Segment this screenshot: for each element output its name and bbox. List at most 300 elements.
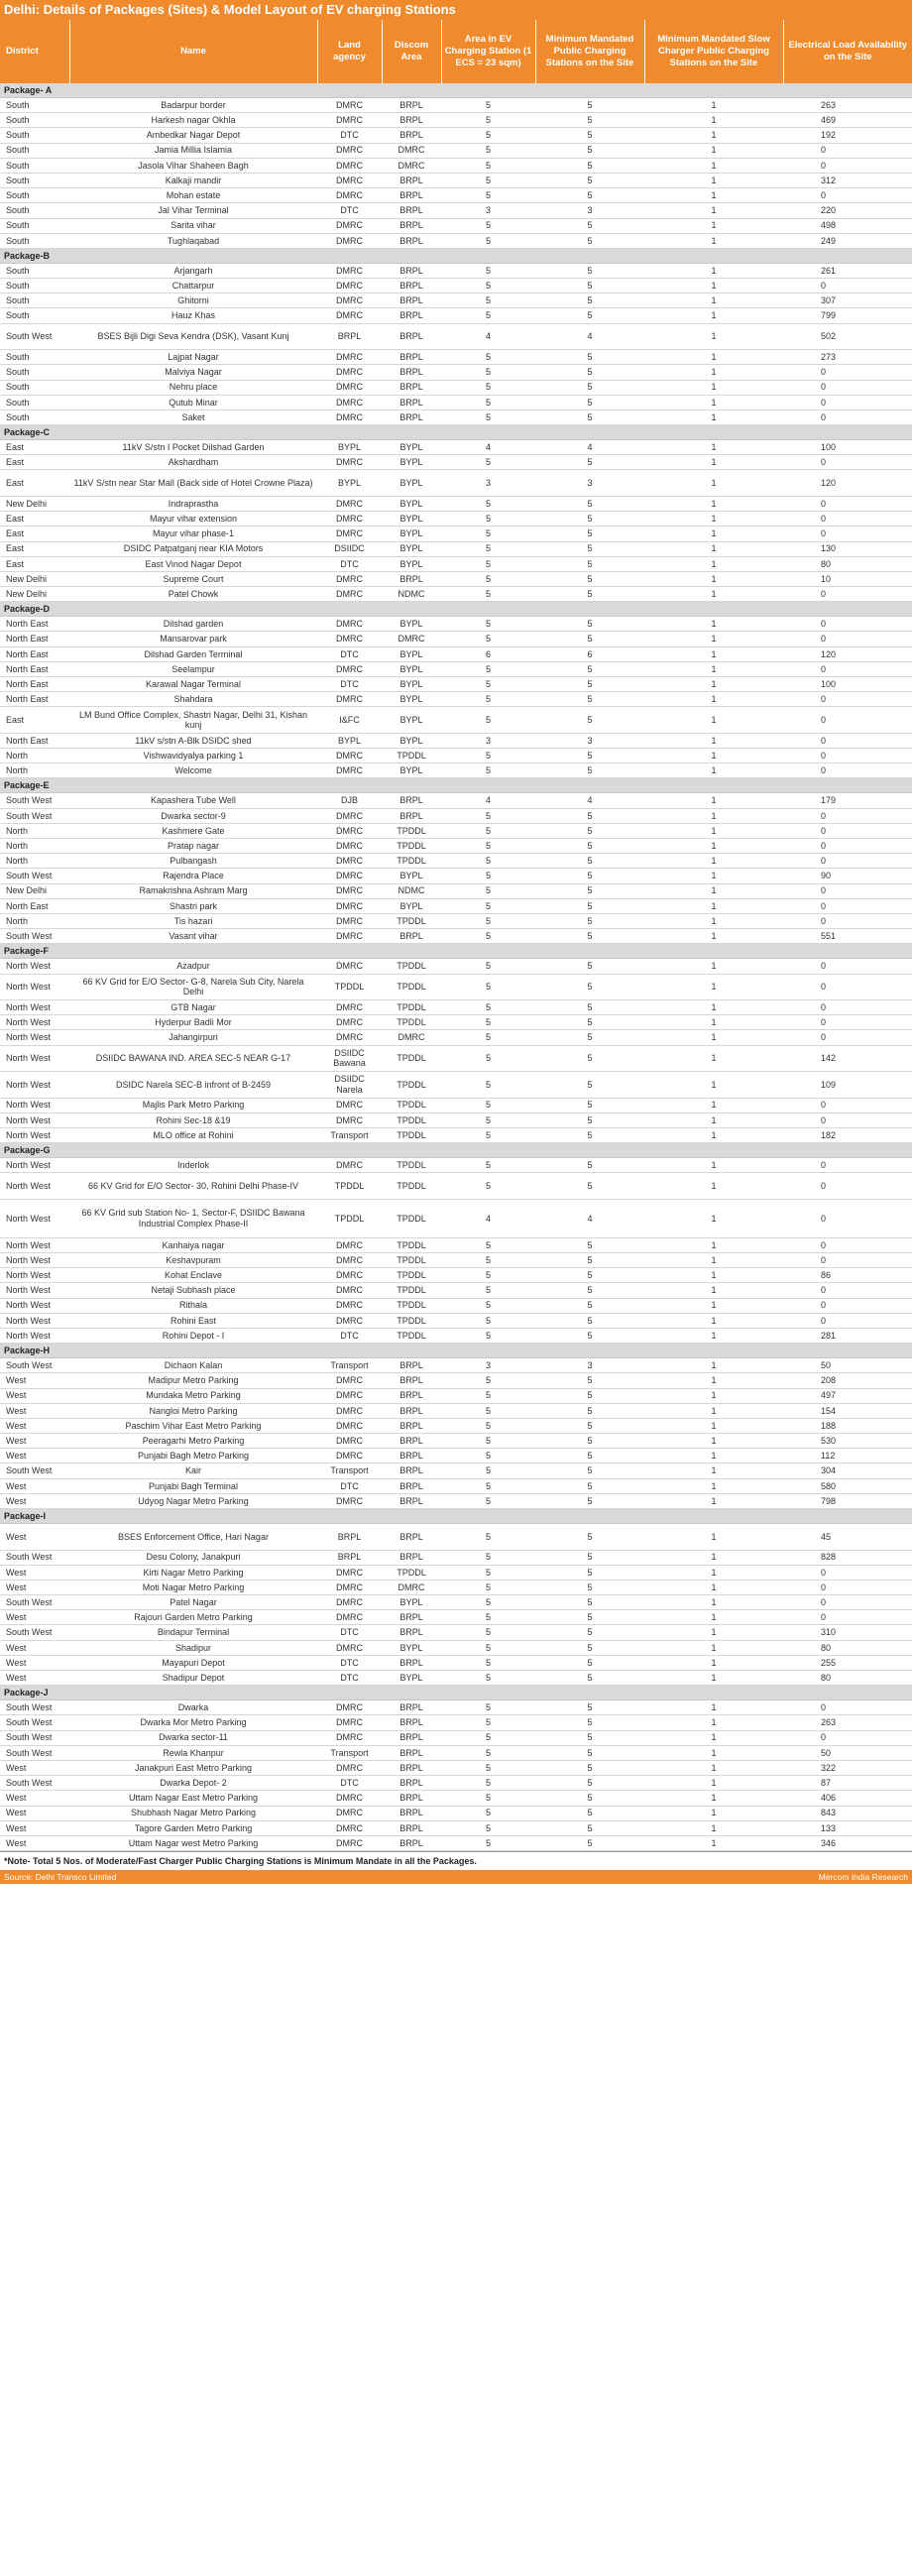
cell-min-public: 5 xyxy=(535,1418,644,1433)
cell-area: 3 xyxy=(441,203,535,218)
cell-discom-area: BYPL xyxy=(382,869,441,883)
cell-load: 469 xyxy=(783,113,912,128)
cell-land-agency: DMRC xyxy=(317,839,382,854)
cell-discom-area: TPDDL xyxy=(382,749,441,763)
cell-min-slow: 1 xyxy=(644,1610,783,1625)
cell-name: Kohat Enclave xyxy=(69,1268,317,1283)
cell-name: LM Bund Office Complex, Shastri Nagar, Delhi 31, Kishan kunj xyxy=(69,707,317,734)
cell-min-public: 5 xyxy=(535,1158,644,1173)
cell-district: North West xyxy=(0,959,69,974)
cell-name: Mansarovar park xyxy=(69,632,317,646)
cell-area: 5 xyxy=(441,839,535,854)
cell-land-agency: DMRC xyxy=(317,308,382,323)
cell-district: South xyxy=(0,308,69,323)
cell-land-agency: DTC xyxy=(317,1671,382,1686)
cell-name: DSIDC Narela SEC-B infront of B-2459 xyxy=(69,1072,317,1099)
cell-min-public: 5 xyxy=(535,1173,644,1200)
cell-land-agency: DMRC xyxy=(317,512,382,527)
cell-name: Nangloi Metro Parking xyxy=(69,1403,317,1418)
cell-min-public: 5 xyxy=(535,1760,644,1775)
table-row xyxy=(0,158,912,173)
table-row xyxy=(0,1030,912,1045)
cell-area: 5 xyxy=(441,496,535,511)
cell-min-public: 5 xyxy=(535,173,644,187)
cell-land-agency: DMRC xyxy=(317,571,382,586)
cell-min-slow: 1 xyxy=(644,1072,783,1099)
cell-discom-area: TPDDL xyxy=(382,913,441,928)
cell-min-slow: 1 xyxy=(644,1580,783,1594)
cell-min-public: 5 xyxy=(535,512,644,527)
cell-load: 100 xyxy=(783,440,912,455)
cell-area: 5 xyxy=(441,512,535,527)
cell-min-slow: 1 xyxy=(644,1173,783,1200)
cell-land-agency: Transport xyxy=(317,1127,382,1142)
cell-min-slow: 1 xyxy=(644,203,783,218)
cell-min-public: 5 xyxy=(535,1449,644,1464)
cell-min-slow: 1 xyxy=(644,143,783,158)
table-row xyxy=(0,661,912,676)
cell-min-public: 5 xyxy=(535,188,644,203)
cell-district: West xyxy=(0,1373,69,1388)
cell-discom-area: BRPL xyxy=(382,1418,441,1433)
cell-min-slow: 1 xyxy=(644,1524,783,1551)
cell-name: Udyog Nagar Metro Parking xyxy=(69,1493,317,1508)
cell-min-slow: 1 xyxy=(644,1045,783,1072)
cell-district: South West xyxy=(0,1730,69,1745)
cell-min-slow: 1 xyxy=(644,677,783,692)
cell-load: 551 xyxy=(783,929,912,944)
cell-min-slow: 1 xyxy=(644,1015,783,1030)
table-row xyxy=(0,959,912,974)
cell-load: 112 xyxy=(783,1449,912,1464)
cell-land-agency: DMRC xyxy=(317,410,382,424)
cell-area: 6 xyxy=(441,646,535,661)
cell-load: 45 xyxy=(783,1524,912,1551)
cell-discom-area: BYPL xyxy=(382,541,441,556)
cell-load: 0 xyxy=(783,496,912,511)
cell-discom-area: BRPL xyxy=(382,1820,441,1835)
cell-name: Tagore Garden Metro Parking xyxy=(69,1820,317,1835)
cell-name: Arjangarh xyxy=(69,263,317,278)
cell-land-agency: DMRC xyxy=(317,1418,382,1433)
cell-discom-area: BYPL xyxy=(382,496,441,511)
cell-min-public: 5 xyxy=(535,541,644,556)
cell-load: 502 xyxy=(783,323,912,350)
cell-discom-area: BRPL xyxy=(382,1493,441,1508)
cell-discom-area: BRPL xyxy=(382,308,441,323)
cell-discom-area: BYPL xyxy=(382,692,441,707)
cell-name: Jamia Millia Islamia xyxy=(69,143,317,158)
cell-district: South West xyxy=(0,323,69,350)
cell-discom-area: BRPL xyxy=(382,1524,441,1551)
cell-district: East xyxy=(0,455,69,470)
table-row xyxy=(0,98,912,113)
cell-discom-area: TPDDL xyxy=(382,1098,441,1112)
cell-area: 5 xyxy=(441,763,535,778)
packages-table xyxy=(0,20,912,1851)
cell-land-agency: DMRC xyxy=(317,823,382,838)
cell-land-agency: DMRC xyxy=(317,1237,382,1252)
table-body xyxy=(0,83,912,1851)
cell-load: 0 xyxy=(783,661,912,676)
package-header-row xyxy=(0,1686,912,1700)
cell-district: North East xyxy=(0,898,69,913)
cell-discom-area: BRPL xyxy=(382,1700,441,1715)
cell-area: 5 xyxy=(441,898,535,913)
cell-land-agency: DMRC xyxy=(317,929,382,944)
cell-district: South West xyxy=(0,1358,69,1373)
cell-min-slow: 1 xyxy=(644,173,783,187)
cell-min-public: 5 xyxy=(535,455,644,470)
table-row xyxy=(0,1806,912,1820)
cell-area: 5 xyxy=(441,883,535,898)
cell-district: West xyxy=(0,1655,69,1670)
table-row xyxy=(0,707,912,734)
cell-land-agency: DMRC xyxy=(317,617,382,632)
cell-discom-area: BYPL xyxy=(382,646,441,661)
cell-land-agency: DMRC xyxy=(317,869,382,883)
cell-name: GTB Nagar xyxy=(69,1000,317,1015)
cell-land-agency: DMRC xyxy=(317,1791,382,1806)
cell-min-slow: 1 xyxy=(644,1493,783,1508)
cell-name: Dwarka sector-11 xyxy=(69,1730,317,1745)
cell-min-slow: 1 xyxy=(644,733,783,748)
cell-min-public: 5 xyxy=(535,1730,644,1745)
cell-min-public: 5 xyxy=(535,1112,644,1127)
cell-load: 0 xyxy=(783,913,912,928)
cell-discom-area: BRPL xyxy=(382,793,441,808)
cell-min-slow: 1 xyxy=(644,1595,783,1610)
cell-load: 0 xyxy=(783,974,912,1000)
cell-land-agency: DMRC xyxy=(317,1715,382,1730)
package-header-row xyxy=(0,425,912,440)
cell-min-public: 5 xyxy=(535,763,644,778)
cell-district: West xyxy=(0,1806,69,1820)
table-row xyxy=(0,365,912,380)
cell-land-agency: DJB xyxy=(317,793,382,808)
cell-min-slow: 1 xyxy=(644,1112,783,1127)
cell-district: North xyxy=(0,823,69,838)
cell-load: 50 xyxy=(783,1745,912,1760)
package-header-row xyxy=(0,1509,912,1524)
cell-min-slow: 1 xyxy=(644,1671,783,1686)
table-row xyxy=(0,293,912,308)
cell-load: 220 xyxy=(783,203,912,218)
cell-area: 5 xyxy=(441,1776,535,1791)
table-row xyxy=(0,1072,912,1099)
cell-load: 80 xyxy=(783,1640,912,1655)
cell-min-slow: 1 xyxy=(644,1478,783,1493)
table-row xyxy=(0,1524,912,1551)
table-row xyxy=(0,470,912,497)
cell-area: 5 xyxy=(441,173,535,187)
cell-name: Rohini Sec-18 &19 xyxy=(69,1112,317,1127)
table-row xyxy=(0,527,912,541)
package-label: Package-G xyxy=(0,1143,912,1158)
cell-area: 5 xyxy=(441,707,535,734)
cell-discom-area: BRPL xyxy=(382,1745,441,1760)
cell-discom-area: BRPL xyxy=(382,1791,441,1806)
cell-min-slow: 1 xyxy=(644,512,783,527)
cell-load: 0 xyxy=(783,1000,912,1015)
table-row xyxy=(0,1550,912,1565)
cell-min-slow: 1 xyxy=(644,1464,783,1478)
cell-name: Dilshad Garden Terminal xyxy=(69,646,317,661)
cell-area: 5 xyxy=(441,1072,535,1099)
cell-district: South xyxy=(0,113,69,128)
cell-discom-area: BRPL xyxy=(382,233,441,248)
cell-district: North West xyxy=(0,1112,69,1127)
cell-discom-area: TPDDL xyxy=(382,1199,441,1237)
cell-district: South xyxy=(0,98,69,113)
cell-load: 0 xyxy=(783,1158,912,1173)
cell-discom-area: TPDDL xyxy=(382,1328,441,1343)
cell-load: 10 xyxy=(783,571,912,586)
cell-land-agency: DMRC xyxy=(317,1493,382,1508)
package-label: Package- A xyxy=(0,83,912,98)
cell-area: 5 xyxy=(441,1328,535,1343)
cell-district: New Delhi xyxy=(0,587,69,602)
cell-name: Bindapur Terminal xyxy=(69,1625,317,1640)
cell-name: Badarpur border xyxy=(69,98,317,113)
cell-name: Dichaon Kalan xyxy=(69,1358,317,1373)
cell-load: 310 xyxy=(783,1625,912,1640)
cell-area: 5 xyxy=(441,1030,535,1045)
cell-district: North West xyxy=(0,1199,69,1237)
cell-area: 5 xyxy=(441,808,535,823)
cell-load: 273 xyxy=(783,350,912,365)
cell-min-public: 5 xyxy=(535,617,644,632)
cell-name: Indraprastha xyxy=(69,496,317,511)
header-area: Area in EV Charging Station (1 ECS = 23 sqm) xyxy=(441,20,535,83)
cell-load: 0 xyxy=(783,1112,912,1127)
cell-discom-area: NDMC xyxy=(382,883,441,898)
cell-name: Rajouri Garden Metro Parking xyxy=(69,1610,317,1625)
cell-load: 0 xyxy=(783,1283,912,1298)
cell-land-agency: DMRC xyxy=(317,749,382,763)
table-row xyxy=(0,898,912,913)
table-row xyxy=(0,974,912,1000)
cell-min-public: 5 xyxy=(535,98,644,113)
cell-name: Dwarka Depot- 2 xyxy=(69,1776,317,1791)
cell-land-agency: DMRC xyxy=(317,898,382,913)
cell-min-public: 5 xyxy=(535,692,644,707)
cell-area: 5 xyxy=(441,1730,535,1745)
cell-name: Pulbangash xyxy=(69,854,317,869)
cell-district: South xyxy=(0,203,69,218)
cell-area: 5 xyxy=(441,617,535,632)
cell-district: West xyxy=(0,1449,69,1464)
cell-district: South xyxy=(0,233,69,248)
cell-district: East xyxy=(0,512,69,527)
cell-district: West xyxy=(0,1610,69,1625)
cell-discom-area: NDMC xyxy=(382,587,441,602)
table-row xyxy=(0,1199,912,1237)
cell-min-public: 5 xyxy=(535,1045,644,1072)
cell-name: DSIDC Patpatganj near KIA Motors xyxy=(69,541,317,556)
cell-land-agency: Transport xyxy=(317,1464,382,1478)
table-row xyxy=(0,440,912,455)
cell-land-agency: BRPL xyxy=(317,1524,382,1551)
cell-name: Inderlok xyxy=(69,1158,317,1173)
cell-min-slow: 1 xyxy=(644,113,783,128)
cell-district: North West xyxy=(0,1045,69,1072)
cell-discom-area: BRPL xyxy=(382,1730,441,1745)
table-row xyxy=(0,1253,912,1268)
cell-min-slow: 1 xyxy=(644,263,783,278)
table-row xyxy=(0,1464,912,1478)
cell-area: 5 xyxy=(441,1045,535,1072)
cell-min-slow: 1 xyxy=(644,1030,783,1045)
cell-land-agency: DTC xyxy=(317,1478,382,1493)
cell-name: Hauz Khas xyxy=(69,308,317,323)
cell-area: 3 xyxy=(441,1358,535,1373)
cell-min-public: 5 xyxy=(535,1283,644,1298)
cell-area: 5 xyxy=(441,974,535,1000)
cell-area: 5 xyxy=(441,350,535,365)
cell-min-public: 5 xyxy=(535,128,644,143)
cell-discom-area: TPDDL xyxy=(382,1112,441,1127)
cell-name: Qutub Minar xyxy=(69,395,317,410)
cell-district: South West xyxy=(0,808,69,823)
table-row xyxy=(0,913,912,928)
cell-min-slow: 1 xyxy=(644,913,783,928)
cell-min-slow: 1 xyxy=(644,692,783,707)
table-row xyxy=(0,1640,912,1655)
package-label: Package-H xyxy=(0,1344,912,1358)
table-row xyxy=(0,763,912,778)
cell-min-slow: 1 xyxy=(644,617,783,632)
cell-min-slow: 1 xyxy=(644,1127,783,1142)
table-row xyxy=(0,1015,912,1030)
cell-district: North West xyxy=(0,1030,69,1045)
cell-name: DSIIDC BAWANA IND. AREA SEC-5 NEAR G-17 xyxy=(69,1045,317,1072)
cell-discom-area: DMRC xyxy=(382,1580,441,1594)
cell-area: 5 xyxy=(441,1655,535,1670)
cell-area: 5 xyxy=(441,455,535,470)
package-label: Package-C xyxy=(0,425,912,440)
cell-min-slow: 1 xyxy=(644,1449,783,1464)
cell-district: North West xyxy=(0,1098,69,1112)
cell-area: 5 xyxy=(441,233,535,248)
cell-name: Moti Nagar Metro Parking xyxy=(69,1580,317,1594)
cell-land-agency: DTC xyxy=(317,1625,382,1640)
table-row xyxy=(0,646,912,661)
cell-load: 255 xyxy=(783,1655,912,1670)
cell-district: West xyxy=(0,1418,69,1433)
cell-min-public: 6 xyxy=(535,646,644,661)
cell-name: Uttam Nagar west Metro Parking xyxy=(69,1835,317,1850)
cell-discom-area: BYPL xyxy=(382,556,441,571)
cell-load: 0 xyxy=(783,692,912,707)
cell-district: North xyxy=(0,749,69,763)
cell-min-public: 5 xyxy=(535,707,644,734)
cell-load: 0 xyxy=(783,512,912,527)
cell-load: 208 xyxy=(783,1373,912,1388)
cell-min-slow: 1 xyxy=(644,929,783,944)
cell-min-public: 5 xyxy=(535,113,644,128)
cell-min-public: 5 xyxy=(535,1098,644,1112)
cell-name: Ambedkar Nagar Depot xyxy=(69,128,317,143)
cell-name: 11kV s/stn A-Blk DSIDC shed xyxy=(69,733,317,748)
cell-name: Dwarka sector-9 xyxy=(69,808,317,823)
cell-min-slow: 1 xyxy=(644,1358,783,1373)
cell-load: 0 xyxy=(783,158,912,173)
cell-min-public: 3 xyxy=(535,733,644,748)
cell-min-public: 5 xyxy=(535,556,644,571)
table-row xyxy=(0,1000,912,1015)
cell-district: West xyxy=(0,1640,69,1655)
cell-load: 0 xyxy=(783,1253,912,1268)
cell-land-agency: DMRC xyxy=(317,188,382,203)
cell-name: Hyderpur Badli Mor xyxy=(69,1015,317,1030)
cell-name: East Vinod Nagar Depot xyxy=(69,556,317,571)
cell-min-slow: 1 xyxy=(644,1373,783,1388)
table-row xyxy=(0,808,912,823)
cell-land-agency: DMRC xyxy=(317,1565,382,1580)
cell-min-public: 3 xyxy=(535,470,644,497)
table-row xyxy=(0,1173,912,1200)
cell-load: 0 xyxy=(783,898,912,913)
table-row xyxy=(0,1313,912,1328)
cell-land-agency: DMRC xyxy=(317,1806,382,1820)
table-row xyxy=(0,587,912,602)
cell-land-agency: DMRC xyxy=(317,1000,382,1015)
cell-district: South West xyxy=(0,929,69,944)
cell-land-agency: DMRC xyxy=(317,1640,382,1655)
cell-district: West xyxy=(0,1835,69,1850)
cell-min-public: 5 xyxy=(535,1478,644,1493)
cell-discom-area: BRPL xyxy=(382,323,441,350)
cell-discom-area: TPDDL xyxy=(382,1283,441,1298)
cell-district: West xyxy=(0,1524,69,1551)
cell-load: 263 xyxy=(783,98,912,113)
cell-name: Mayapuri Depot xyxy=(69,1655,317,1670)
table-row xyxy=(0,1237,912,1252)
cell-load: 0 xyxy=(783,823,912,838)
cell-min-public: 5 xyxy=(535,1610,644,1625)
cell-min-public: 5 xyxy=(535,1640,644,1655)
cell-land-agency: DMRC xyxy=(317,1388,382,1403)
cell-district: South xyxy=(0,263,69,278)
cell-min-public: 4 xyxy=(535,793,644,808)
table-row xyxy=(0,1418,912,1433)
cell-district: North West xyxy=(0,1158,69,1173)
cell-name: Lajpat Nagar xyxy=(69,350,317,365)
cell-land-agency: DMRC xyxy=(317,279,382,293)
cell-discom-area: TPDDL xyxy=(382,1127,441,1142)
cell-area: 5 xyxy=(441,1478,535,1493)
cell-discom-area: BRPL xyxy=(382,1373,441,1388)
cell-min-public: 5 xyxy=(535,1493,644,1508)
cell-land-agency: DMRC xyxy=(317,1373,382,1388)
table-row xyxy=(0,854,912,869)
cell-name: Netaji Subhash place xyxy=(69,1283,317,1298)
cell-district: West xyxy=(0,1565,69,1580)
cell-land-agency: DMRC xyxy=(317,1298,382,1313)
cell-min-slow: 1 xyxy=(644,763,783,778)
credit-text: Mercom India Research xyxy=(818,1872,908,1883)
cell-area: 5 xyxy=(441,823,535,838)
cell-min-public: 5 xyxy=(535,1580,644,1594)
cell-load: 0 xyxy=(783,1199,912,1237)
cell-load: 0 xyxy=(783,1595,912,1610)
cell-min-slow: 1 xyxy=(644,1403,783,1418)
cell-load: 0 xyxy=(783,527,912,541)
cell-land-agency: DMRC xyxy=(317,1253,382,1268)
cell-min-public: 5 xyxy=(535,1655,644,1670)
cell-district: South xyxy=(0,173,69,187)
